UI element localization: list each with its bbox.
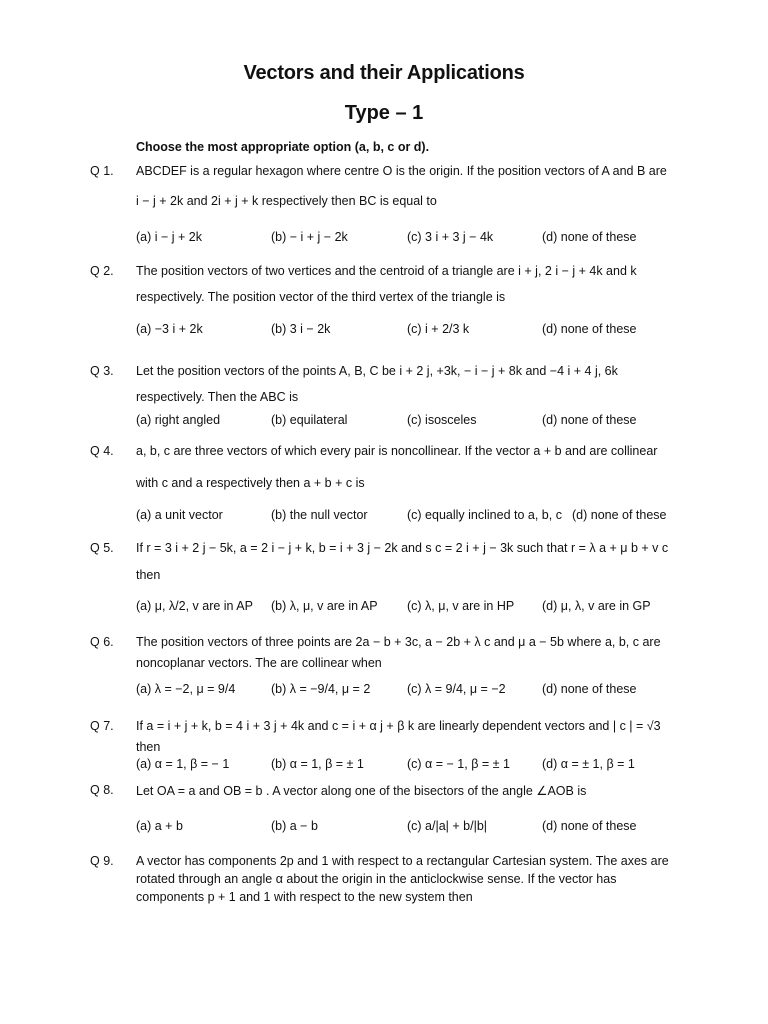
- option-a: (a) λ = −2, μ = 9/4: [136, 682, 236, 696]
- question-text: The position vectors of two vertices and the centroid of a triangle are i + j, 2 i − j + 4k and k: [136, 264, 637, 278]
- option-c: (c) 3 i + 3 j − 4k: [407, 230, 494, 244]
- question-number: Q 9.: [90, 854, 114, 868]
- question-number: Q 3.: [90, 364, 114, 378]
- option-b: (b) − i + j − 2k: [271, 230, 348, 244]
- option-a: (a) right angled: [136, 413, 221, 427]
- option-c: (c) isosceles: [407, 413, 477, 427]
- option-b: (b) a − b: [271, 819, 318, 833]
- instruction-text: Choose the most appropriate option (a, b, c or d).: [136, 140, 430, 154]
- option-c: (c) λ, μ, v are in HP: [407, 599, 515, 613]
- option-b: (b) λ = −9/4, μ = 2: [271, 682, 371, 696]
- question-text: If r = 3 i + 2 j − 5k, a = 2 i − j + k, b = i + 3 j − 2k and s c = 2 i + j − 3k such that r = λ a + μ b + v c: [136, 541, 669, 555]
- question-text: a, b, c are three vectors of which every pair is noncollinear. If the vector a + b and are collinear: [136, 444, 658, 458]
- option-d: (d) none of these: [542, 230, 637, 244]
- question-text: Let the position vectors of the points A, B, C be i + 2 j, +3k, − i − j + 8k and −4 i + 4 j, 6k: [136, 364, 618, 378]
- option-a: (a) i − j + 2k: [136, 230, 202, 244]
- question-text: The position vectors of three points are 2a − b + 3c, a − 2b + λ c and μ a − 5b where a, b, c are: [136, 635, 661, 649]
- question-number: Q 1.: [90, 164, 114, 178]
- option-b: (b) λ, μ, v are in AP: [271, 599, 378, 613]
- page-subtitle: Type – 1: [344, 102, 424, 124]
- options-row: [0, 757, 768, 777]
- option-d: (d) none of these: [572, 508, 667, 522]
- question-text: Let OA = a and OB = b . A vector along one of the bisectors of the angle ∠AOB is: [136, 784, 587, 798]
- question-text: with c and a respectively then a + b + c is: [136, 476, 365, 490]
- question-number: Q 7.: [90, 719, 114, 733]
- option-c: (c) equally inclined to a, b, c: [407, 508, 562, 522]
- option-d: (d) none of these: [542, 322, 637, 336]
- question-text: respectively. The position vector of the third vertex of the triangle is: [136, 290, 506, 304]
- option-c: (c) α = − 1, β = ± 1: [407, 757, 510, 771]
- option-c: (c) a/|a| + b/|b|: [407, 819, 488, 833]
- question-number: Q 8.: [90, 783, 114, 797]
- question-text: components p + 1 and 1 with respect to the new system then: [136, 890, 473, 904]
- options-row: [0, 230, 768, 250]
- option-a: (a) μ, λ/2, v are in AP: [136, 599, 253, 613]
- options-row: [0, 682, 768, 702]
- question-text: A vector has components 2p and 1 with respect to a rectangular Cartesian system. The axes are: [136, 854, 669, 868]
- option-a: (a) α = 1, β = − 1: [136, 757, 230, 771]
- question-number: Q 2.: [90, 264, 114, 278]
- question-number: Q 5.: [90, 541, 114, 555]
- question-text: i − j + 2k and 2i + j + k respectively then BC is equal to: [136, 194, 437, 208]
- option-d: (d) α = ± 1, β = 1: [542, 757, 635, 771]
- options-row: [0, 413, 768, 433]
- option-d: (d) none of these: [542, 413, 637, 427]
- question-text: If a = i + j + k, b = 4 i + 3 j + 4k and c = i + α j + β k are linearly dependent vectors and | c | = √3: [136, 719, 661, 733]
- options-row: [0, 599, 768, 619]
- option-d: (d) μ, λ, v are in GP: [542, 599, 651, 613]
- question-text: respectively. Then the ABC is: [136, 390, 299, 404]
- question-number: Q 6.: [90, 635, 114, 649]
- option-a: (a) a unit vector: [136, 508, 223, 522]
- question-text: rotated through an angle α about the origin in the anticlockwise sense. If the vector has: [136, 872, 617, 886]
- question-text: then: [136, 740, 161, 754]
- option-b: (b) the null vector: [271, 508, 368, 522]
- option-a: (a) −3 i + 2k: [136, 322, 203, 336]
- options-row: [0, 322, 768, 342]
- option-b: (b) equilateral: [271, 413, 348, 427]
- question-text: noncoplanar vectors. The are collinear when: [136, 656, 382, 670]
- option-a: (a) a + b: [136, 819, 183, 833]
- option-d: (d) none of these: [542, 682, 637, 696]
- option-b: (b) 3 i − 2k: [271, 322, 331, 336]
- question-text: ABCDEF is a regular hexagon where centre O is the origin. If the position vectors of A and B are: [136, 164, 667, 178]
- page-title: Vectors and their Applications: [243, 62, 525, 84]
- option-b: (b) α = 1, β = ± 1: [271, 757, 364, 771]
- option-d: (d) none of these: [542, 819, 637, 833]
- options-row: [0, 508, 768, 528]
- question-number: Q 4.: [90, 444, 114, 458]
- question-text: then: [136, 568, 161, 582]
- option-c: (c) λ = 9/4, μ = −2: [407, 682, 506, 696]
- options-row: [0, 819, 768, 839]
- option-c: (c) i + 2/3 k: [407, 322, 470, 336]
